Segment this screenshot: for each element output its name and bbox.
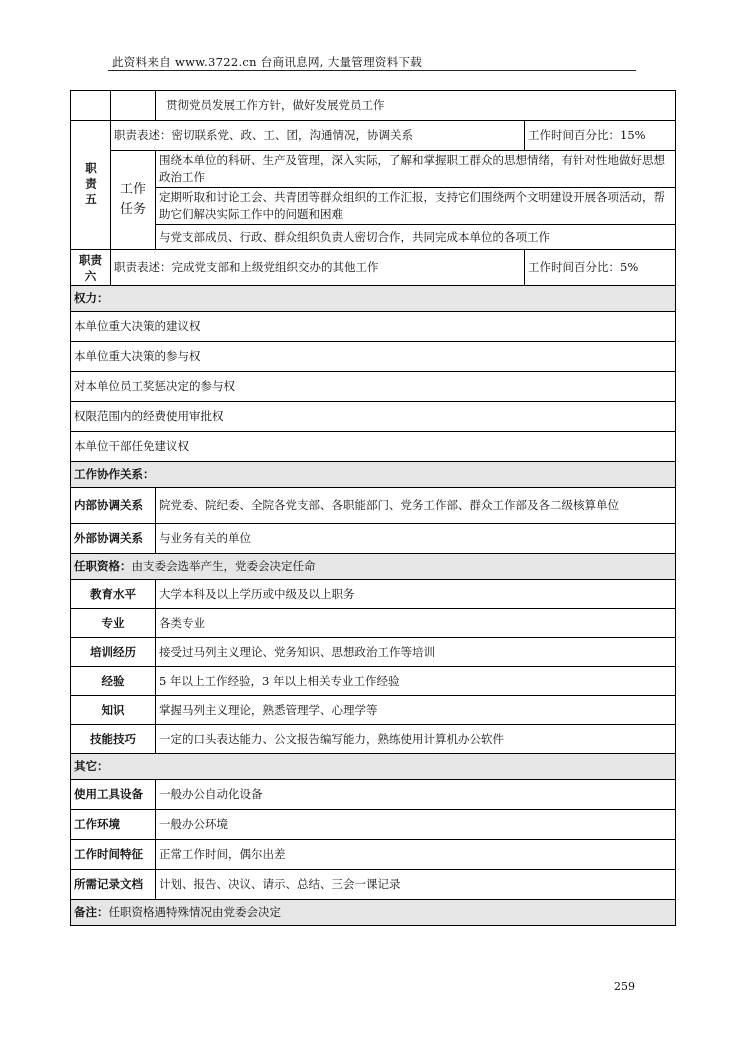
table-row xyxy=(71,780,676,810)
table-row xyxy=(71,638,676,667)
duty6-label-cell xyxy=(71,250,111,286)
duty6-description: 职责表述：完成党支部和上级党组织交办的其他工作 xyxy=(111,250,525,286)
external-coordination-label: 外部协调关系 xyxy=(71,524,156,554)
duty6-time-percent: 工作时间百分比：5% xyxy=(525,250,676,286)
other-section-title: 其它： xyxy=(71,754,676,780)
table-row xyxy=(71,870,676,900)
qualification-value: 掌握马列主义理论，熟悉管理学、心理学等 xyxy=(156,696,676,725)
table-row xyxy=(71,554,676,580)
qualification-section-title xyxy=(71,554,676,580)
duty6-label: 职责六 xyxy=(79,252,102,283)
table-row xyxy=(71,580,676,609)
duty5-task-2: 定期听取和讨论工会、共青团等群众组织的工作汇报，支持它们围绕两个文明建设开展各项活动，帮助它们解决实际工作中的问题和困难 xyxy=(156,188,676,225)
table-row xyxy=(71,488,676,524)
internal-coordination-label: 内部协调关系 xyxy=(71,488,156,524)
duty5-label: 职责五 xyxy=(84,161,98,209)
header-divider xyxy=(108,70,636,71)
external-coordination-value: 与业务有关的单位 xyxy=(156,524,676,554)
table-row xyxy=(71,372,676,402)
other-label: 工作环境 xyxy=(71,810,156,840)
other-value: 一般办公环境 xyxy=(156,810,676,840)
duty5-time-percent: 工作时间百分比：15% xyxy=(525,121,676,151)
power-item: 本单位重大决策的参与权 xyxy=(71,342,676,372)
header-source-line: 此资料来自 www.3722.cn 台商讯息网, 大量管理资料下载 xyxy=(112,55,423,69)
qualification-value: 大学本科及以上学历或中级及以上职务 xyxy=(156,580,676,609)
qualification-value: 一定的口头表达能力、公文报告编写能力，熟练使用计算机办公软件 xyxy=(156,725,676,754)
qualification-title-rest: 由支委会选举产生，党委会决定任命 xyxy=(131,559,316,573)
table-row xyxy=(71,754,676,780)
table-row xyxy=(71,121,676,151)
qualification-label: 技能技巧 xyxy=(71,725,156,754)
other-label: 所需记录文档 xyxy=(71,870,156,900)
duty5-task-label-cell xyxy=(111,151,156,250)
task-cell: 贯彻党员发展工作方针，做好发展党员工作 xyxy=(156,91,676,121)
table-row xyxy=(71,696,676,725)
qualification-label: 教育水平 xyxy=(71,580,156,609)
table-row xyxy=(71,667,676,696)
power-item: 本单位重大决策的建议权 xyxy=(71,312,676,342)
other-label: 使用工具设备 xyxy=(71,780,156,810)
qualification-label: 培训经历 xyxy=(71,638,156,667)
table-row xyxy=(71,342,676,372)
qualification-value: 各类专业 xyxy=(156,609,676,638)
table-row xyxy=(71,286,676,312)
qualification-label: 知识 xyxy=(71,696,156,725)
table-row xyxy=(71,524,676,554)
table-row xyxy=(71,840,676,870)
duty5-task-1: 围绕本单位的科研、生产及管理，深入实际，了解和掌握职工群众的思想情绪，有针对性地做好思想政治工作 xyxy=(156,151,676,188)
power-item: 权限范围内的经费使用审批权 xyxy=(71,402,676,432)
table-row xyxy=(71,225,676,250)
table-row xyxy=(71,810,676,840)
table-row xyxy=(71,609,676,638)
table-row xyxy=(71,462,676,488)
power-item: 对本单位员工奖惩决定的参与权 xyxy=(71,372,676,402)
other-value: 一般办公自动化设备 xyxy=(156,780,676,810)
other-value: 计划、报告、决议、请示、总结、三会一课记录 xyxy=(156,870,676,900)
table-row xyxy=(71,151,676,188)
table-row xyxy=(71,725,676,754)
note-title: 备注： xyxy=(74,905,109,919)
duty5-label-cell xyxy=(71,121,111,250)
qualification-label: 专业 xyxy=(71,609,156,638)
qualification-title: 任职资格： xyxy=(74,559,132,573)
table-row xyxy=(71,402,676,432)
power-section-title: 权力： xyxy=(71,286,676,312)
cooperation-section-title: 工作协作关系： xyxy=(71,462,676,488)
qualification-value: 5 年以上工作经验，3 年以上相关专业工作经验 xyxy=(156,667,676,696)
duty5-task-3: 与党支部成员、行政、群众组织负责人密切合作，共同完成本单位的各项工作 xyxy=(156,225,676,250)
qualification-label: 经验 xyxy=(71,667,156,696)
note-section xyxy=(71,900,676,926)
job-description-table xyxy=(70,90,676,926)
page-number: 259 xyxy=(614,980,635,993)
other-label: 工作时间特征 xyxy=(71,840,156,870)
table-row xyxy=(71,91,676,121)
other-value: 正常工作时间，偶尔出差 xyxy=(156,840,676,870)
table-row xyxy=(71,312,676,342)
table-row xyxy=(71,250,676,286)
duty5-task-label: 工作任务 xyxy=(119,182,146,217)
table-row xyxy=(71,432,676,462)
internal-coordination-value: 院党委、院纪委、全院各党支部、各职能部门、党务工作部、群众工作部及各二级核算单位 xyxy=(156,488,676,524)
power-item: 本单位干部任免建议权 xyxy=(71,432,676,462)
qualification-value: 接受过马列主义理论、党务知识、思想政治工作等培训 xyxy=(156,638,676,667)
duty5-description: 职责表述：密切联系党、政、工、团，沟通情况，协调关系 xyxy=(111,121,525,151)
note-text: 任职资格遇特殊情况由党委会决定 xyxy=(108,905,281,919)
table-row xyxy=(71,188,676,225)
table-row xyxy=(71,900,676,926)
